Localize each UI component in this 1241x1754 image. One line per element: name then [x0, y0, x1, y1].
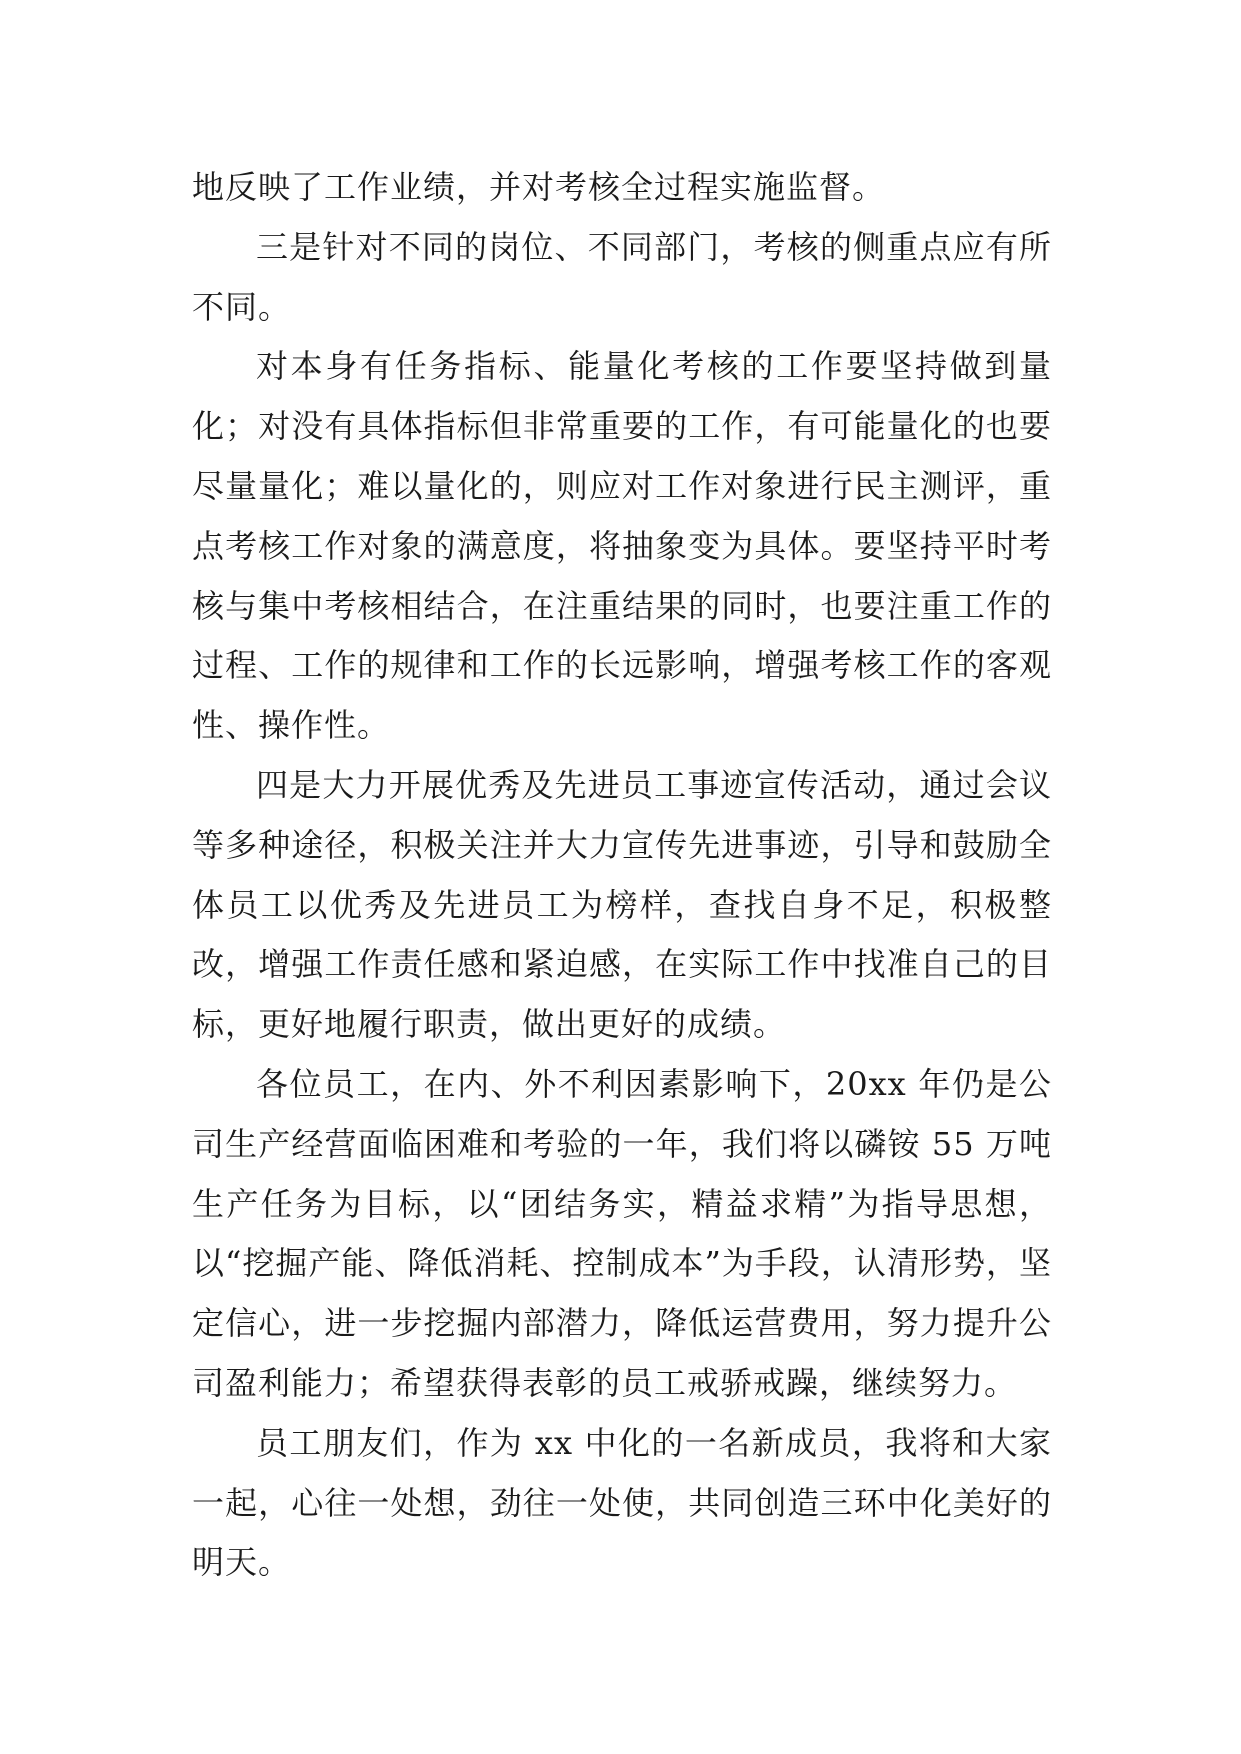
- paragraph-quantification: 对本身有任务指标、能量化考核的工作要坚持做到量化；对没有具体指标但非常重要的工作，有可能量化的也要尽量量化；难以量化的，则应对工作对象进行民主测评，重点考核工作对象的满意度，将抽象变为具体。要坚持平时考核与集中考核相结合，在注重结果的同时，也要注重工作的过程、工作的规律和工作的长远影响，增强考核工作的客观性、操作性。: [192, 347, 1052, 745]
- paragraph-point-three: 三是针对不同的岗位、不同部门，考核的侧重点应有所不同。: [192, 227, 1052, 326]
- paragraph-closing: 员工朋友们，作为 xx 中化的一名新成员，我将和大家一起，心往一处想，劲往一处使，共同创造三环中化美好的明天。: [192, 1423, 1052, 1582]
- paragraph-point-four: 四是大力开展优秀及先进员工事迹宣传活动，通过会议等多种途径，积极关注并大力宣传先进事迹，引导和鼓励全体员工以优秀及先进员工为榜样，查找自身不足，积极整改，增强工作责任感和紧迫感，在实际工作中找准自己的目标，更好地履行职责，做出更好的成绩。: [192, 765, 1052, 1044]
- document-body: [192, 158, 1052, 1593]
- paragraph-continuation: 地反映了工作业绩，并对考核全过程实施监督。: [192, 168, 886, 206]
- paragraph-staff-address: 各位员工，在内、外不利因素影响下，20xx 年仍是公司生产经营面临困难和考验的一年，我们将以磷铵 55 万吨生产任务为目标，以“团结务实，精益求精”为指导思想，以“挖掘产能、降低消耗、控制成本”为手段，认清形势，坚定信心，进一步挖掘内部潜力，降低运营费用，努力提升公司盈利能力；希望获得表彰的员工戒骄戒躁，继续努力。: [192, 1064, 1052, 1402]
